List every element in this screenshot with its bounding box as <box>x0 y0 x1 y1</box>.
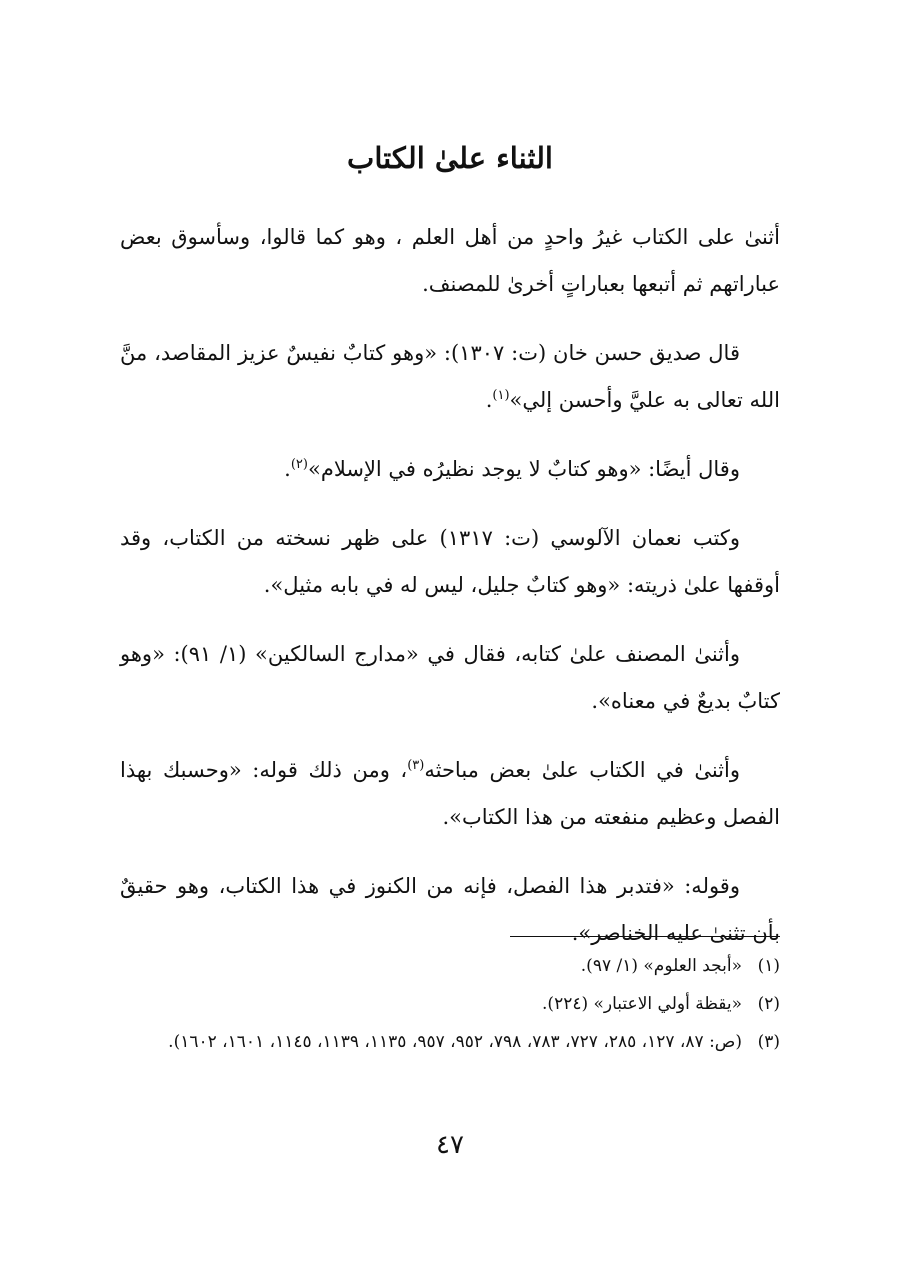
paragraph-text: وقال أيضًا: «وهو كتابٌ لا يوجد نظيرُه في الإسلام» <box>307 457 740 481</box>
paragraph-text: قال صديق حسن خان (ت: ١٣٠٧): «وهو كتابٌ نفيسٌ عزيز المقاصد، منَّ الله تعالى به عليَّ وأحسن إلي» <box>120 341 780 412</box>
footnote-divider <box>510 936 780 937</box>
paragraph-text-end: . <box>284 457 291 481</box>
paragraph-7 <box>120 863 780 957</box>
footnote-text: (ص: ٨٧، ١٢٧، ٢٨٥، ٧٢٧، ٧٨٣، ٧٩٨، ٩٥٢، ٩٥٧، ١١٣٥، ١١٣٩، ١١٤٥، ١٦٠١، ١٦٠٢). <box>168 1032 742 1052</box>
paragraph-text-end: ، ومن ذلك قوله: «وحسبك بهذا الفصل وعظيم منفعته من هذا الكتاب». <box>120 758 780 829</box>
page-number: ٤٧ <box>436 1130 464 1160</box>
footnote-number: (٢) <box>757 994 780 1014</box>
footnote-1 <box>120 947 780 985</box>
paragraph-5 <box>120 631 780 725</box>
footnote-ref[interactable]: (٣) <box>407 758 425 773</box>
paragraph-4 <box>120 515 780 609</box>
paragraph-text: وأثنىٰ في الكتاب علىٰ بعض مباحثه <box>424 758 740 782</box>
footnote-number: (٣) <box>757 1032 780 1052</box>
footnote-ref[interactable]: (١) <box>492 388 510 403</box>
footnote-text: «أبجد العلوم» (١/ ٩٧). <box>580 956 742 976</box>
footnote-3 <box>120 1023 780 1061</box>
paragraph-text: وأثنىٰ المصنف علىٰ كتابه، فقال في «مدارج السالكين» (١/ ٩١): «وهو كتابٌ بديعٌ في معناه». <box>120 642 780 713</box>
footnote-2 <box>120 985 780 1023</box>
paragraph-1 <box>120 214 780 308</box>
paragraph-text: وقوله: «فتدبر هذا الفصل، فإنه من الكنوز في هذا الكتاب، وهو حقيقٌ بأن تثنىٰ عليه الخناصر». <box>120 874 780 945</box>
paragraph-6 <box>120 747 780 841</box>
footnote-ref[interactable]: (٢) <box>290 457 308 472</box>
paragraph-3 <box>120 446 780 493</box>
paragraph-text: أثنىٰ على الكتاب غيرُ واحدٍ من أهل العلم ، وهو كما قالوا، وسأسوق بعض عباراتهم ثم أتبعها بعباراتٍ أخرىٰ للمصنف. <box>120 225 780 296</box>
footnote-number: (١) <box>757 956 780 976</box>
footnote-text: «يقظة أولي الاعتبار» (٢٢٤). <box>542 994 742 1014</box>
main-text <box>120 214 780 979</box>
page-title: الثناء علىٰ الكتاب <box>347 141 553 175</box>
footnotes <box>120 947 780 1061</box>
paragraph-text-end: . <box>485 388 493 412</box>
paragraph-text: وكتب نعمان الآلوسي (ت: ١٣١٧) على ظهر نسخته من الكتاب، وقد أوقفها علىٰ ذريته: «وهو كتابٌ جليل، ليس له في بابه مثيل». <box>120 526 780 597</box>
paragraph-2 <box>120 330 780 424</box>
